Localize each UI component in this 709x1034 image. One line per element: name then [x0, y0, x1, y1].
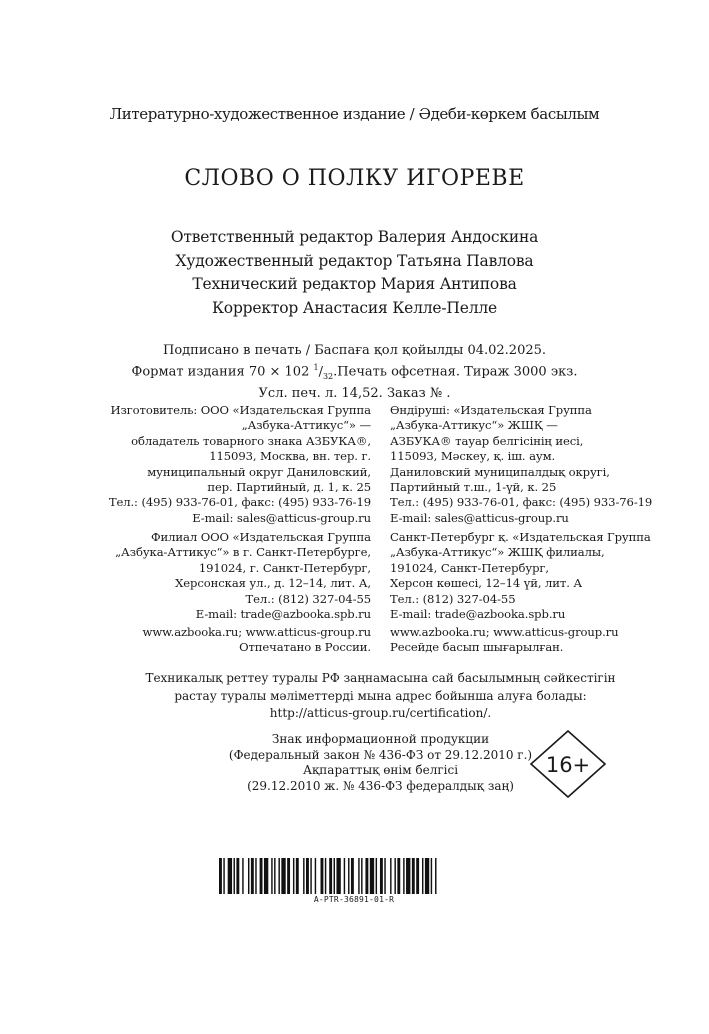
manufacturer-ru-line: Тел.: (495) 933-76-01, факс: (495) 933-76-19: [108, 495, 371, 510]
web-kz-line: Ресейде басып шығарылған.: [390, 640, 564, 655]
branch-kz-line: Санкт-Петербург қ. «Издательская Группа: [390, 530, 651, 544]
manufacturer-kz-line: Партийный т.ш., 1-үй, к. 25: [390, 480, 557, 495]
web-ru-line: Отпечатано в России.: [239, 640, 371, 655]
branch-ru-line: Херсонская ул., д. 12–14, лит. А,: [175, 576, 371, 591]
editor-line: Ответственный редактор Валерия Андоскина: [170, 228, 539, 246]
branch-ru-line: „Азбука-Аттикус“» в г. Санкт-Петербурге,: [115, 545, 371, 560]
manufacturer-kz-line: Даниловский муниципалдық округі,: [390, 464, 610, 479]
manufacturer-kz-line: Тел.: (495) 933-76-01, факс: (495) 933-76-19: [390, 495, 653, 510]
format-prefix: Формат издания 70 × 102: [131, 364, 314, 380]
manufacturer-ru-line: 115093, Москва, вн. тер. г.: [209, 449, 371, 464]
branch-ru-line: E-mail: trade@azbooka.spb.ru: [195, 607, 371, 622]
branch-ru: [115, 530, 371, 622]
age-rating-badge: [528, 729, 608, 799]
manufacturer-ru-line: „Азбука-Аттикус“» —: [241, 418, 371, 433]
editor-line: Технический редактор Мария Антипова: [192, 275, 517, 293]
manufacturer-kz: [390, 403, 652, 526]
manufacturer-kz-line: „Азбука-Аттикус“» ЖШҚ —: [390, 418, 558, 433]
editor-line: Художественный редактор Татьяна Павлова: [175, 251, 534, 270]
branch-ru-line: Тел.: (812) 327-04-55: [245, 591, 371, 606]
manufacturer-ru-line: E-mail: sales@atticus-group.ru: [192, 510, 371, 525]
manufacturer-kz-line: E-mail: sales@atticus-group.ru: [390, 510, 569, 525]
manufacturer-ru-line: пер. Партийный, д. 1, к. 25: [207, 480, 371, 495]
format-line: Формат издания 70 × 102 $^1/_{32}.Печать$ офсетная. Тираж 3000 экз.: [131, 363, 578, 381]
certification-line: растау туралы мәліметтерді мына адрес бойынша алуға болады:: [174, 688, 587, 703]
certification-note: [0, 670, 709, 723]
branch-ru-line: 191024, г. Санкт-Петербург,: [198, 560, 371, 575]
branch-kz-line: 191024, Санкт-Петербург,: [390, 560, 549, 575]
branch-kz-line: „Азбука-Аттикус“» ЖШҚ филиалы,: [390, 545, 605, 560]
branch-kz: [390, 530, 651, 622]
sheets-line: Усл. печ. л. 14,52. Заказ № .: [258, 385, 451, 401]
print-info: [0, 342, 709, 402]
age-rating-text: 16+: [545, 753, 591, 777]
format-sub: 32: [322, 371, 334, 381]
signed-line: Подписано в печать / Баспаға қол қойылды 04.02.2025.: [162, 343, 547, 358]
manufacturer-kz-line: Өндіруші: «Издательская Группа: [390, 403, 592, 417]
web-ru-line: www.azbooka.ru; www.atticus-group.ru: [142, 625, 371, 639]
branch-ru-line: Филиал ООО «Издательская Группа: [151, 530, 371, 544]
manufacturer-kz-line: 115093, Мәскеу, қ. іш. аум.: [390, 449, 556, 464]
info-sign-line: Знак информационной продукции: [271, 732, 490, 746]
format-sup: 1: [313, 363, 319, 372]
certification-url: http://atticus-group.ru/certification/.: [269, 706, 492, 720]
web-kz-line: www.azbooka.ru; www.atticus-group.ru: [390, 625, 619, 639]
branch-kz-line: Херсон көшесі, 12–14 үй, лит. А: [390, 576, 583, 591]
book-title: СЛОВО О ПОЛКУ ИГОРЕВЕ: [184, 166, 525, 191]
manufacturer-ru-line: Изготовитель: ООО «Издательская Группа: [110, 403, 371, 417]
info-sign-line: Ақпараттық өнім белгісі: [302, 763, 459, 778]
info-sign-line: (Федеральный закон № 436-ФЗ от 29.12.2010 г.): [228, 747, 533, 762]
edition-type: Литературно-художественное издание / Әдеби-көркем басылым: [109, 105, 600, 123]
editors-block: [0, 226, 709, 320]
barcode: [219, 858, 489, 894]
manufacturer-ru: [109, 403, 371, 526]
branch-kz-line: Тел.: (812) 327-04-55: [390, 591, 516, 606]
certification-line: Техникалық реттеу туралы РФ заңнамасына сай басылымның сәйкестігін: [145, 671, 616, 685]
manufacturer-ru-line: муниципальный округ Даниловский,: [147, 464, 371, 479]
web-ru: [143, 625, 371, 656]
manufacturer-kz-line: АЗБУКА® тауар белгісінің иесі,: [390, 433, 584, 448]
info-sign-line: (29.12.2010 ж. № 436-ФЗ федералдық заң): [247, 778, 514, 793]
manufacturer-ru-line: обладатель товарного знака АЗБУКА®,: [131, 433, 371, 448]
format-suffix: .Печать офсетная. Тираж 3000 экз.: [333, 364, 578, 380]
web-kz: [390, 625, 618, 656]
barcode-caption: A-PTR-36891-01-R: [313, 895, 395, 904]
branch-kz-line: E-mail: trade@azbooka.spb.ru: [390, 607, 566, 622]
editor-line: Корректор Анастасия Келле-Пелле: [212, 298, 497, 317]
